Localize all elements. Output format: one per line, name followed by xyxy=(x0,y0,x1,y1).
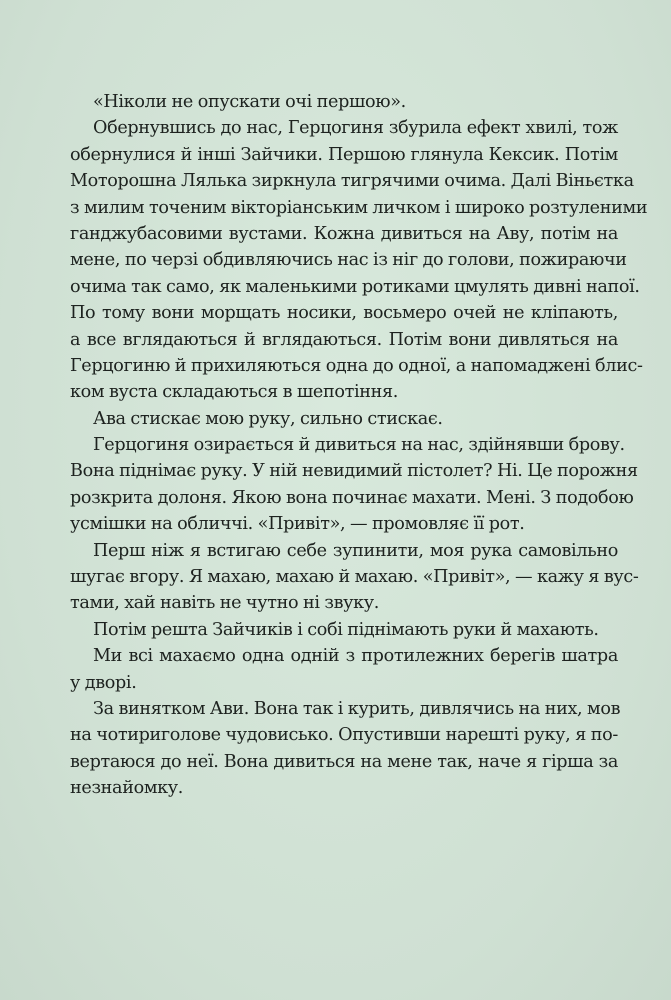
text-line: Моторошна Лялька зиркнула тигрячими очима. Далі Віньєтка xyxy=(70,171,634,192)
paragraph xyxy=(70,115,648,405)
book-page-text xyxy=(70,89,648,802)
text-line: усмішки на обличчі. «Привіт», — промовляє її рот. xyxy=(70,514,525,535)
text-line: тами, хай навіть не чутно ні звуку. xyxy=(70,593,380,614)
text-line: з милим точеним вікторіанським личком і широко розтуленими xyxy=(70,197,648,218)
paragraph xyxy=(70,696,621,802)
text-line: незнайомку. xyxy=(70,778,184,799)
text-line: очима так само, як маленькими ротиками цмулять дивні напої. xyxy=(70,276,640,297)
text-line: Вона піднімає руку. У ній невидимий пістолет? Ні. Це порожня xyxy=(70,461,638,482)
text-line: Герцогиню й прихиляються одна до одної, а напомаджені блис- xyxy=(70,355,643,376)
paragraph xyxy=(70,538,639,617)
paragraph xyxy=(70,432,638,538)
text-line: По тому вони морщать носики, восьмеро очей не кліпають, xyxy=(70,303,618,324)
text-line: мене, по черзі обдивляючись нас із ніг до голови, пожираючи xyxy=(70,250,627,271)
text-line: у дворі. xyxy=(70,672,137,693)
text-line: розкрита долоня. Якою вона починає махати. Мені. З подобою xyxy=(70,487,634,508)
paragraph xyxy=(70,89,618,115)
text-line: на чотириголове чудовисько. Опустивши нарешті руку, я по- xyxy=(70,725,618,746)
paragraph xyxy=(70,617,618,643)
text-line: Обернувшись до нас, Герцогиня збурила ефект хвилі, тож xyxy=(93,118,618,139)
text-line: Герцогиня озирається й дивиться на нас, здійнявши брову. xyxy=(93,435,625,456)
text-line: За винятком Ави. Вона так і курить, дивлячись на них, мов xyxy=(93,698,621,719)
text-line: шугає вгору. Я махаю, махаю й махаю. «Привіт», — кажу я вус- xyxy=(70,567,639,588)
text-line: ком вуста складаються в шепотіння. xyxy=(70,382,398,403)
text-line: Потім решта Зайчиків і собі піднімають руки й махають. xyxy=(93,619,599,640)
text-line: Ми всі махаємо одна одній з протилежних берегів шатра xyxy=(93,646,618,667)
text-line: Перш ніж я встигаю себе зупинити, моя рука самовільно xyxy=(93,540,618,561)
paragraph xyxy=(70,643,618,696)
text-line: а все вглядаються й вглядаються. Потім вони дивляться на xyxy=(70,329,618,350)
text-line: ганджубасовими вустами. Кожна дивиться на Аву, потім на xyxy=(70,223,618,244)
text-line: «Ніколи не опускати очі першою». xyxy=(93,92,406,112)
text-line: Ава стискає мою руку, сильно стискає. xyxy=(93,408,443,429)
text-line: вертаюся до неї. Вона дивиться на мене так, наче я гірша за xyxy=(70,751,618,772)
text-line: обернулися й інші Зайчики. Першою глянула Кексик. Потім xyxy=(70,144,618,165)
paragraph xyxy=(70,406,618,432)
